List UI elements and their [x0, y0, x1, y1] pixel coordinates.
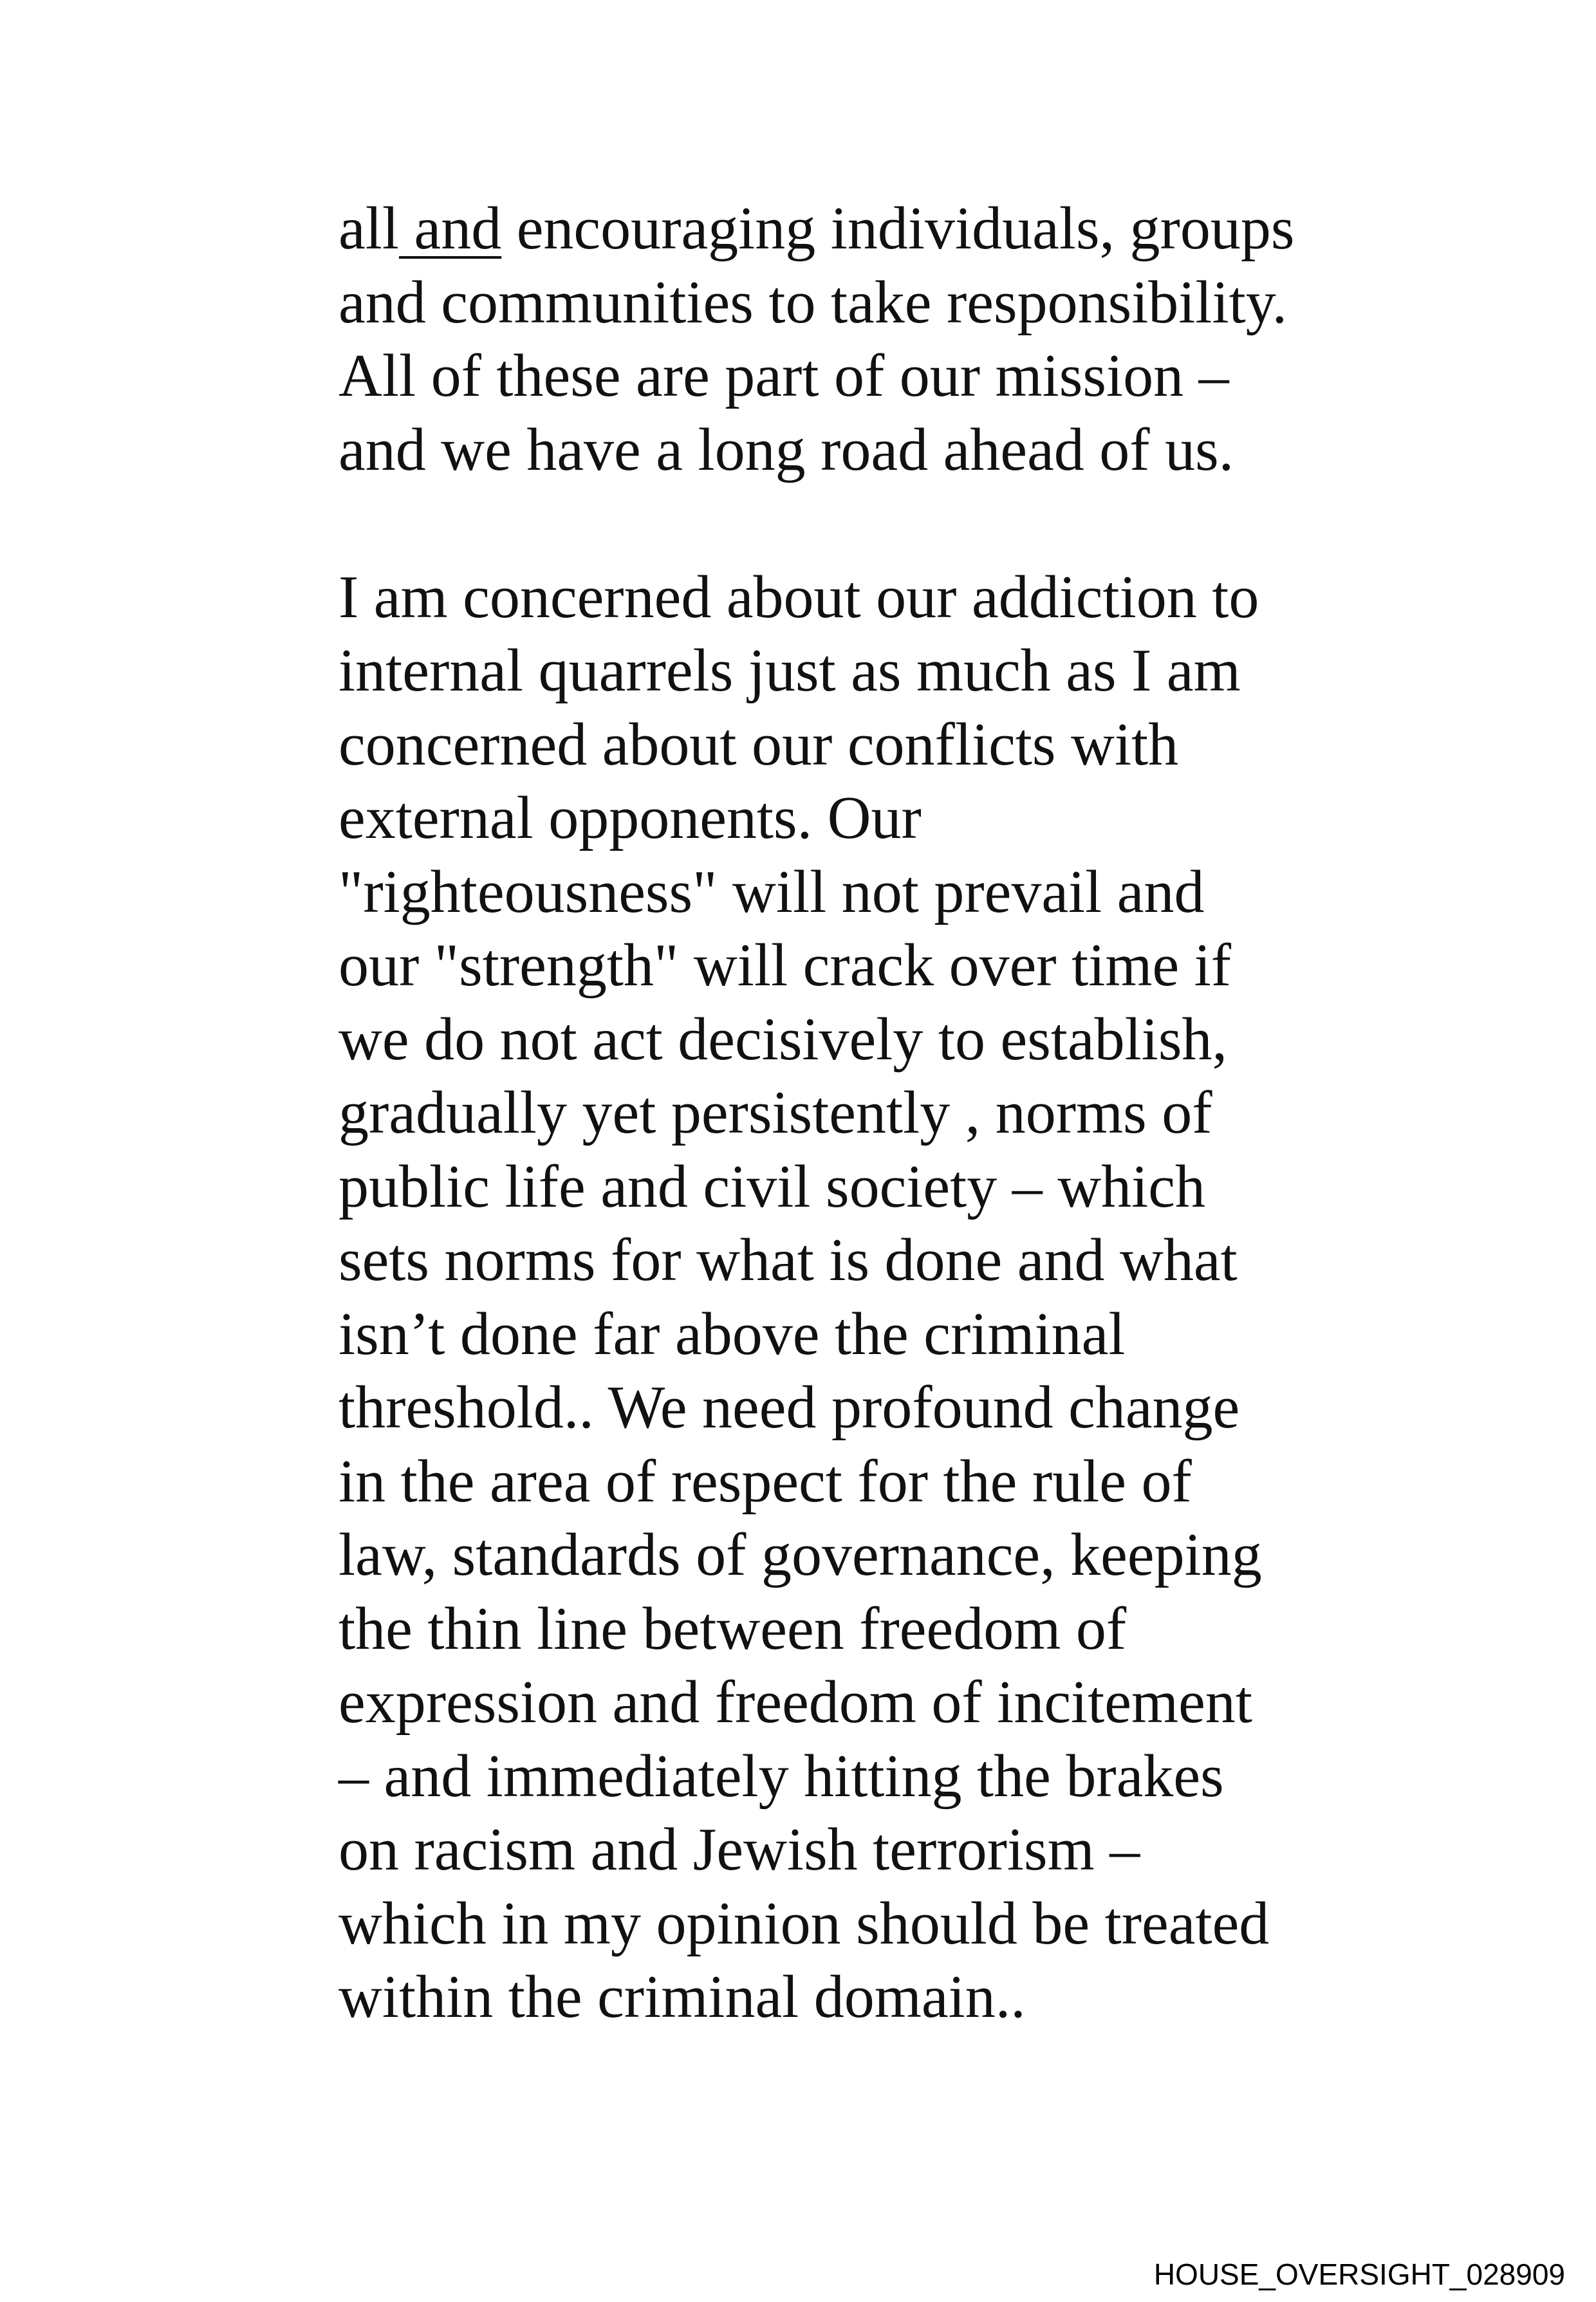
text-line: I am concerned about our addiction to: [339, 563, 1259, 631]
text-line: sets norms for what is done and what: [339, 1227, 1238, 1294]
text-line: – and immediately hitting the brakes: [339, 1742, 1224, 1810]
text-line: expression and freedom of incitement: [339, 1669, 1252, 1736]
paragraph-1: [339, 192, 1433, 487]
text-segment: encouraging individuals, groups: [501, 195, 1295, 262]
text-line: gradually yet persistently , norms of: [339, 1079, 1212, 1146]
body-text: [339, 192, 1433, 2034]
bates-number: HOUSE_OVERSIGHT_028909: [1153, 2258, 1565, 2291]
text-line: in the area of respect for the rule of: [339, 1447, 1192, 1515]
text-line: "righteousness" will not prevail and: [339, 858, 1205, 925]
text-line: on racism and Jewish terrorism –: [339, 1816, 1140, 1883]
paragraph-2: [339, 561, 1433, 2034]
text-line: and communities to take responsibility.: [339, 268, 1288, 336]
text-line: [339, 192, 1433, 266]
text-line: internal quarrels just as much as I am: [339, 637, 1241, 704]
text-line: our "strength" will crack over time if: [339, 932, 1232, 999]
text-line: external opponents. Our: [339, 784, 922, 851]
text-line: concerned about our conflicts with: [339, 710, 1179, 778]
text-line: and we have a long road ahead of us.: [339, 416, 1234, 483]
text-line: which in my opinion should be treated: [339, 1889, 1270, 1957]
text-line: isn’t done far above the criminal: [339, 1300, 1126, 1368]
text-line: we do not act decisively to establish,: [339, 1005, 1227, 1073]
text-line: public life and civil society – which: [339, 1153, 1205, 1220]
text-line: All of these are part of our mission –: [339, 342, 1229, 409]
text-line: within the criminal domain..: [339, 1963, 1026, 2030]
text-line: law, standards of governance, keeping: [339, 1521, 1262, 1588]
text-line: the thin line between freedom of: [339, 1595, 1127, 1662]
underlined-word: and: [398, 195, 502, 262]
text-line: threshold.. We need profound change: [339, 1374, 1240, 1441]
text-segment: all: [339, 195, 399, 262]
